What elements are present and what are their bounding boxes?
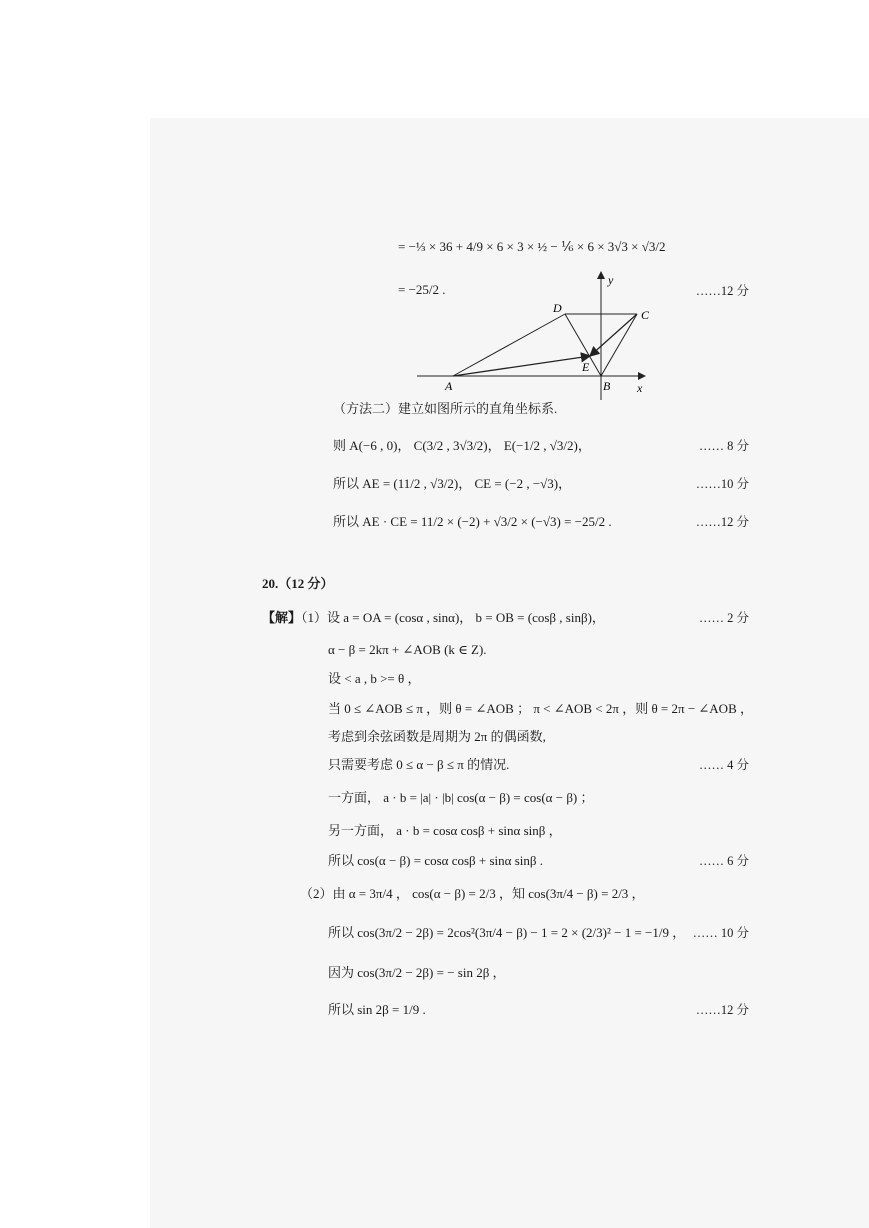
coords-prefix: 则 [333,438,350,453]
vector-CE [590,314,637,356]
segment-AD [453,314,565,376]
coords-text: A(−6 , 0)， C(3/2 , 3√3/2)， E(−1/2 , √3/2)， [349,438,591,453]
label-C: C [641,308,650,322]
method2-coords [333,437,591,455]
vector-AE [453,356,590,376]
q20-part2-line-a: （2）由 α = 3π/4 ， cos(α − β) = 2/3 ，知 cos(3π/4 − β) = 2/3 ， [300,886,645,901]
q20-part1-line-d: 当 0 ≤ ∠AOB ≤ π ，则 θ = ∠AOB ； π < ∠AOB < 2π ，则 θ = 2π − ∠AOB ， [328,701,753,716]
score-mark-10b: …… 10 分 [692,926,749,940]
segment-CB [601,314,637,376]
label-B: B [603,379,611,393]
calc-line-1: = −⅓ × 36 + 4/9 × 6 × 3 × ½ − ⅙ × 6 × 3√3 × √3/2 [398,239,666,254]
q20-heading: 20.（12 分） [262,576,334,591]
label-E: E [582,360,590,374]
q20-part1-line-e: 考虑到余弦函数是周期为 2π 的偶函数, [328,729,546,744]
label-y: y [608,273,614,287]
label-x: x [637,381,643,395]
q20-part2-line-c: 因为 cos(3π/2 − 2β) = − sin 2β ， [328,965,506,980]
vectors-text: AE = (11/2 , √3/2)， CE = (−2 , −√3)， [362,476,572,491]
score-mark-12a: ……12 分 [695,284,749,298]
score-mark-12b: ……12 分 [695,515,749,529]
q20-part1-line-b: α − β = 2kπ + ∠AOB (k ∈ Z). [328,642,487,657]
p1-a-text: （1）设 a = OA = (cosα , sinα)， b = OB = (cosβ , sinβ)， [301,610,605,625]
q20-part1-line-c: 设 < a , b >= θ ， [328,671,421,686]
q20-part1-line-i: 所以 cos(α − β) = cosα cosβ + sinα sinβ . [328,853,544,868]
score-mark-10: ……10 分 [695,477,749,491]
q20-part1-line-a [262,609,605,627]
score-mark-6: …… 6 分 [698,854,749,868]
dot-prefix: 所以 [333,514,363,529]
q20-part1-line-g: 一方面， a · b = |a| · |b| cos(α − β) = cos(α − β) ； [328,790,594,805]
method2-dot [333,513,612,531]
label-D: D [553,301,562,315]
vectors-prefix: 所以 [333,476,363,491]
dot-text: AE · CE = 11/2 × (−2) + √3/2 × (−√3) = −25/2 . [362,514,612,529]
calc-line-2: = −25/2 . [398,282,446,297]
method2-title: （方法二）建立如图所示的直角坐标系. [333,401,558,416]
q20-part2-line-b: 所以 cos(3π/2 − 2β) = 2cos²(3π/4 − β) − 1 = 2 × (2/3)² − 1 = −1/9 ， [328,925,686,940]
coordinate-figure [405,268,655,408]
score-mark-2: …… 2 分 [698,611,749,625]
q20-part1-line-h: 另一方面， a · b = cosα cosβ + sinα sinβ ， [328,823,562,838]
q20-part2-line-d: 所以 sin 2β = 1/9 . [328,1002,426,1017]
jie-label: 【解】 [262,610,302,625]
score-mark-8: …… 8 分 [698,439,749,453]
label-A: A [445,379,453,393]
score-mark-12c: ……12 分 [695,1003,749,1017]
score-mark-4: …… 4 分 [698,758,749,772]
q20-part1-line-f: 只需要考虑 0 ≤ α − β ≤ π 的情况. [328,757,510,772]
method2-vectors [333,475,571,493]
